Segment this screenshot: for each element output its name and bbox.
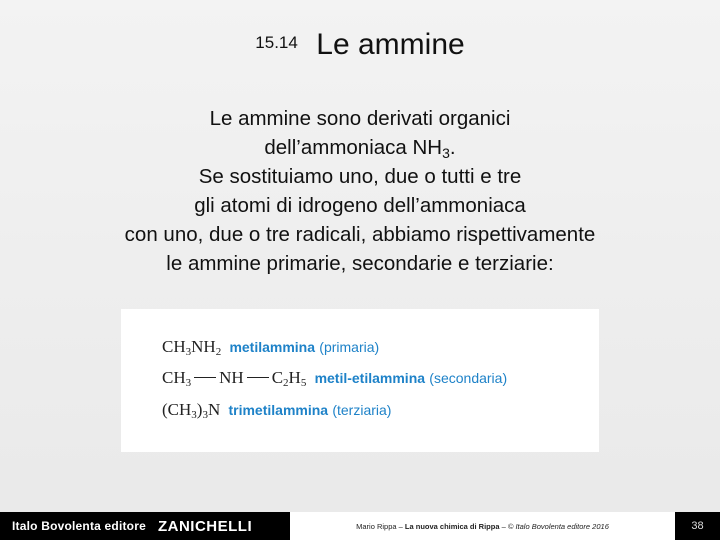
formula — [162, 400, 220, 419]
title-text: Le ammine — [316, 28, 465, 61]
formula-sub: 2 — [215, 346, 222, 358]
page-number: 38 — [691, 520, 704, 532]
compound-kind: (terziaria) — [332, 402, 392, 418]
subscript: 3 — [442, 145, 450, 161]
compound-name: metilammina — [229, 339, 316, 355]
credit-line — [356, 522, 609, 531]
body-line — [40, 133, 680, 162]
figure-row-secondary — [162, 368, 507, 388]
body-line: gli atomi di idrogeno dell’ammoniaca — [194, 194, 526, 217]
formula-part: CH — [162, 337, 186, 356]
bond-line — [247, 377, 269, 378]
formula-part: (CH — [162, 400, 192, 419]
credit-rest: – © Italo Bovolenta editore 2016 — [499, 521, 609, 531]
compound-kind: (secondaria) — [429, 370, 508, 386]
brand-logo: ZANICHELLI — [157, 517, 253, 535]
figure-row-primary — [162, 337, 379, 357]
section-number: 15.14 — [255, 33, 298, 52]
compound-name: metil-etilammina — [314, 370, 426, 386]
formula-sub: 3 — [185, 346, 192, 358]
publisher-block — [0, 512, 290, 540]
publisher-name: Italo Bovolenta editore — [12, 519, 146, 533]
formula — [162, 337, 221, 356]
body-line: le ammine primarie, secondarie e terziarie: — [166, 252, 554, 275]
compound-name: trimetilammina — [228, 402, 329, 418]
formula-part: C — [271, 368, 284, 387]
figure-row-tertiary — [162, 400, 391, 420]
body-text — [40, 104, 680, 278]
body-line: Se sostituiamo uno, due o tutti e tre — [198, 165, 522, 188]
formula-part: CH — [162, 368, 186, 387]
body-line-text: dell’ammoniaca NH — [264, 136, 443, 159]
formula-sub: 3 — [202, 409, 208, 421]
slide-title — [0, 28, 720, 62]
bond-line — [194, 377, 216, 378]
compound-kind: (primaria) — [319, 339, 380, 355]
formula-sub: 5 — [300, 377, 307, 389]
body-line: Le ammine sono derivati organici — [209, 107, 511, 130]
formula-part: N — [207, 400, 221, 419]
formula-part: NH — [191, 337, 216, 356]
body-line: con uno, due o tre radicali, abbiamo rispettivamente — [124, 223, 596, 246]
body-line-text: . — [449, 136, 456, 159]
page-number-block — [675, 512, 720, 540]
footer-bar — [0, 512, 720, 540]
credit-book: La nuova chimica di Rippa — [404, 521, 500, 531]
formula-sub: 2 — [283, 377, 289, 389]
formula-sub: 3 — [191, 409, 197, 421]
formula-sub: 3 — [185, 377, 192, 389]
credit-block — [290, 512, 675, 540]
amine-figure — [121, 309, 599, 452]
credit-author: Mario Rippa – — [356, 521, 405, 531]
formula — [162, 368, 306, 387]
formula-part: ) — [196, 400, 203, 419]
formula-part: H — [288, 368, 301, 387]
formula-part: NH — [219, 368, 244, 387]
